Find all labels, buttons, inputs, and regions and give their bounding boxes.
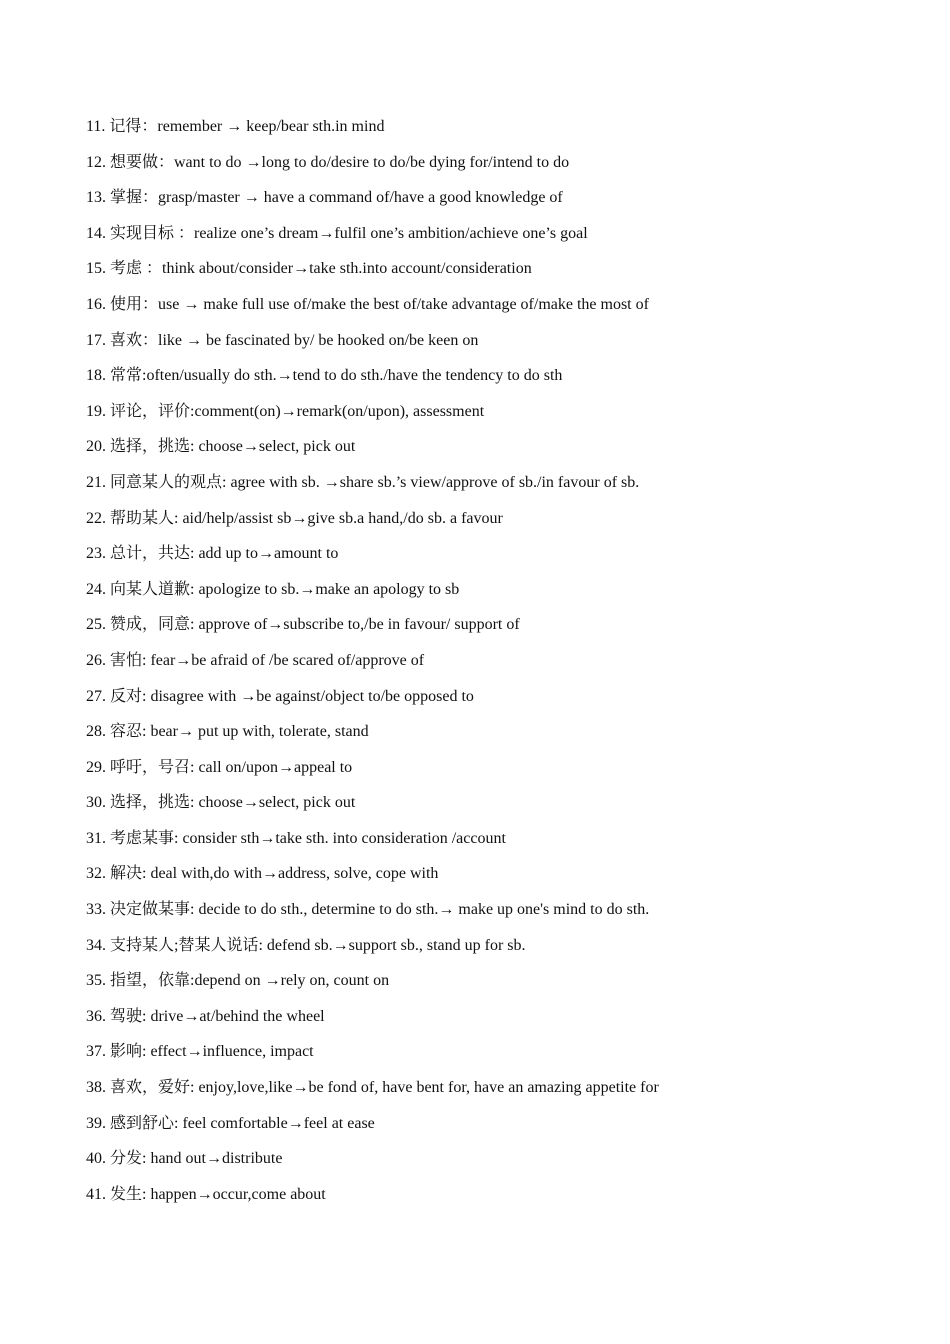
list-item: 31. 考虑某事: consider sth→take sth. into consideration /account bbox=[86, 829, 506, 847]
list-item: 13. 掌握：grasp/master → have a command of/have a good knowledge of bbox=[86, 189, 563, 207]
list-item: 23. 总计，共达: add up to→amount to bbox=[86, 545, 339, 563]
list-item: 16. 使用：use → make full use of/make the best of/take advantage of/make the most of bbox=[86, 295, 649, 313]
list-item: 14. 实现目标 ：realize one’s dream→fulfil one’s ambition/achieve one’s goal bbox=[86, 224, 588, 242]
list-item: 29. 呼吁，号召: call on/upon→appeal to bbox=[86, 758, 353, 776]
phrase-list bbox=[86, 116, 906, 1219]
list-item: 26. 害怕: fear→be afraid of /be scared of/approve of bbox=[86, 651, 425, 669]
list-item: 17. 喜欢：like → be fascinated by/ be hooked on/be keen on bbox=[86, 331, 479, 349]
list-item: 35. 指望，依靠:depend on →rely on, count on bbox=[86, 972, 390, 990]
list-item: 21. 同意某人的观点: agree with sb. →share sb.’s view/approve of sb./in favour of sb. bbox=[86, 473, 640, 491]
list-item: 40. 分发: hand out→distribute bbox=[86, 1150, 283, 1168]
list-item: 12. 想要做：want to do →long to do/desire to do/be dying for/intend to do bbox=[86, 153, 570, 171]
list-item: 20. 选择，挑选: choose→select, pick out bbox=[86, 438, 356, 456]
list-item: 22. 帮助某人: aid/help/assist sb→give sb.a hand,/do sb. a favour bbox=[86, 509, 503, 527]
list-item: 25. 赞成，同意: approve of→subscribe to,/be in favour/ support of bbox=[86, 616, 520, 634]
list-item: 30. 选择，挑选: choose→select, pick out bbox=[86, 794, 356, 812]
list-item: 28. 容忍: bear→ put up with, tolerate, stand bbox=[86, 723, 369, 741]
list-item: 41. 发生: happen→occur,come about bbox=[86, 1185, 326, 1203]
list-item: 37. 影响: effect→influence, impact bbox=[86, 1043, 314, 1061]
list-item: 15. 考虑 ：think about/consider→take sth.into account/consideration bbox=[86, 260, 532, 278]
list-item: 27. 反对: disagree with →be against/object to/be opposed to bbox=[86, 687, 474, 705]
list-item: 38. 喜欢，爱好: enjoy,love,like→be fond of, have bent for, have an amazing appetite for bbox=[86, 1079, 659, 1097]
list-item: 39. 感到舒心: feel comfortable→feel at ease bbox=[86, 1114, 375, 1132]
list-item: 18. 常常:often/usually do sth.→tend to do sth./have the tendency to do sth bbox=[86, 367, 563, 385]
list-item: 32. 解决: deal with,do with→address, solve, cope with bbox=[86, 865, 439, 883]
list-item: 34. 支持某人;替某人说话: defend sb.→support sb., stand up for sb. bbox=[86, 936, 526, 954]
list-item: 11. 记得：remember → keep/bear sth.in mind bbox=[86, 118, 385, 135]
list-item: 24. 向某人道歉: apologize to sb.→make an apology to sb bbox=[86, 580, 460, 598]
list-item: 33. 决定做某事: decide to do sth., determine to do sth.→ make up one's mind to do sth. bbox=[86, 901, 650, 919]
list-item: 36. 驾驶: drive→at/behind the wheel bbox=[86, 1007, 325, 1025]
list-item: 19. 评论，评价:comment(on)→remark(on/upon), assessment bbox=[86, 402, 485, 420]
